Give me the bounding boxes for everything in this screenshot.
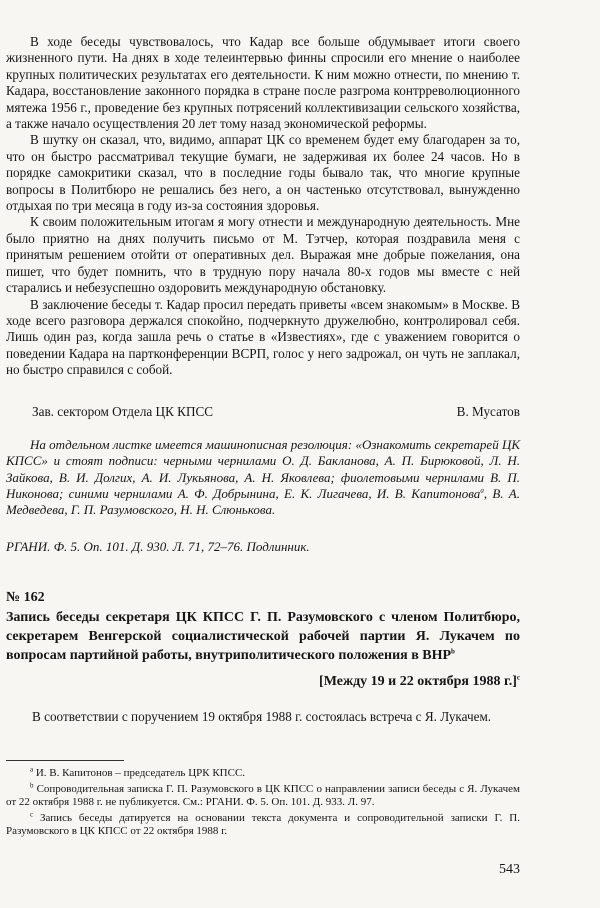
paragraph: В шутку он сказал, что, видимо, аппарат ЦК со временем будет ему благодарен за то, что он быстро рассматривал текущие бумаги, не задерживая их более 24 часов. Но в порядке самокритики сказал, что в последние годы бывало так, что многие крупные вопросы в Политбюро не решались без него, а он частенько отсутствовал, вынужденно отдыхая по три месяца в году из-за состояния здоровья. [6,132,520,214]
footnote-text: Сопроводительная записка Г. П. Разумовского в ЦК КПСС о направлении записи беседы с Я. Лукачем от 22 октября 1988 г. не публикуется. См.: РГАНИ. Ф. 5. Оп. 101. Д. 933. Л. 97. [6,782,521,809]
signature-position: Зав. сектором Отдела ЦК КПСС [32,404,214,419]
footnote-divider [6,760,124,761]
archive-source: РГАНИ. Ф. 5. Оп. 101. Д. 930. Л. 71, 72–76. Подлинник. [6,539,310,554]
paragraph: К своим положительным итогам я могу отнести и международную деятельность. Мне было приятно на днях получить письмо от М. Тэтчер, которая поздравила меня с принятым решением отойти от оперативных дел. Выражая мне добрые пожелания, она пишет, что будет помнить, что в трудную пору начала 80-х годов мы вместе с ней старались и небезуспешно оздоровить международную обстановку. [6,214,520,296]
footnotes [6,767,520,841]
page-number: 543 [499,862,520,877]
document-date [6,674,520,690]
footnote [6,812,520,839]
document-date-text: [Между 19 и 22 октября 1988 г.] [319,674,517,689]
signature-block [32,404,520,420]
footnote-text: Запись беседы датируется на основании текста документа и сопроводительной записки Г. П. Разумовского в ЦК КПСС от 22 октября 1988 г. [6,811,520,838]
footnote-marker: c [516,673,520,682]
paragraph: В ходе беседы чувствовалось, что Кадар все больше обдумывает итоги своего жизненного пути. На днях в ходе телеинтервью финны спросили его мнение о наиболее крупных политических результатах его деятельности. К ним можно отнести, по мнению т. Кадара, восстановление законного порядка в стране после разгрома контрреволюционного мятежа 1956 г., проведение без крупных потрясений коллективизации сельского хозяйства, а также начало осуществления 20 лет тому назад экономической реформы. [6,34,520,132]
document-number: № 162 [6,590,45,605]
footnote [6,767,520,781]
archival-note-text-end: , В. А. Медведева, Г. П. Разумовского, Н. Н. Слюнькова. [6,485,520,518]
main-text [6,34,520,379]
archival-note-text: На отдельном листке имеется машинописная резолюция: «Ознакомить секретарей ЦК КПСС» и стоят подписи: черными чернилами О. Д. Бакланова, А. П. Бирюковой, Л. Н. Зайкова, В. И. Долгих, А. И. Лукьянова, А. Н. Яковлева; фиолетовыми чернилами В. П. Никонова; синими чернилами А. Ф. Добрынина, Е. К. Лигачева, И. В. Капитонова [6,437,520,501]
document-title [6,608,520,665]
footnote-marker: b [451,647,455,656]
signature-name: В. Мусатов [456,404,520,419]
footnote-marker: b [30,780,34,789]
footnote-text: И. В. Капитонов – председатель ЦРК КПСС. [35,767,246,779]
footnote [6,780,521,810]
document-title-text: Запись беседы секретаря ЦК КПСС Г. П. Разумовского с членом Политбюро, секретарем Венгерской социалистической рабочей партии Я. Лукачем по вопросам партийной работы, внутриполитического положения в ВНР [6,610,520,663]
footnote-marker: c [30,810,34,819]
archival-note [6,437,520,518]
footnote-marker: a [30,765,34,774]
paragraph: В заключение беседы т. Кадар просил передать приветы «всем знакомым» в Москве. В ходе всего разговора держался спокойно, подчеркнуто дружелюбно, контролировал себя. Лишь один раз, когда зашла речь о статье в «Известиях», где с уважением говорится о поведении Кадара на партконференции ВСРП, голос у него задрожал, он чуть не заплакал, но быстро справился с собой. [6,296,520,378]
footnote-marker: a [480,486,484,495]
document-intro: В соответствии с поручением 19 октября 1988 г. состоялась встреча с Я. Лукачем. [32,709,492,724]
